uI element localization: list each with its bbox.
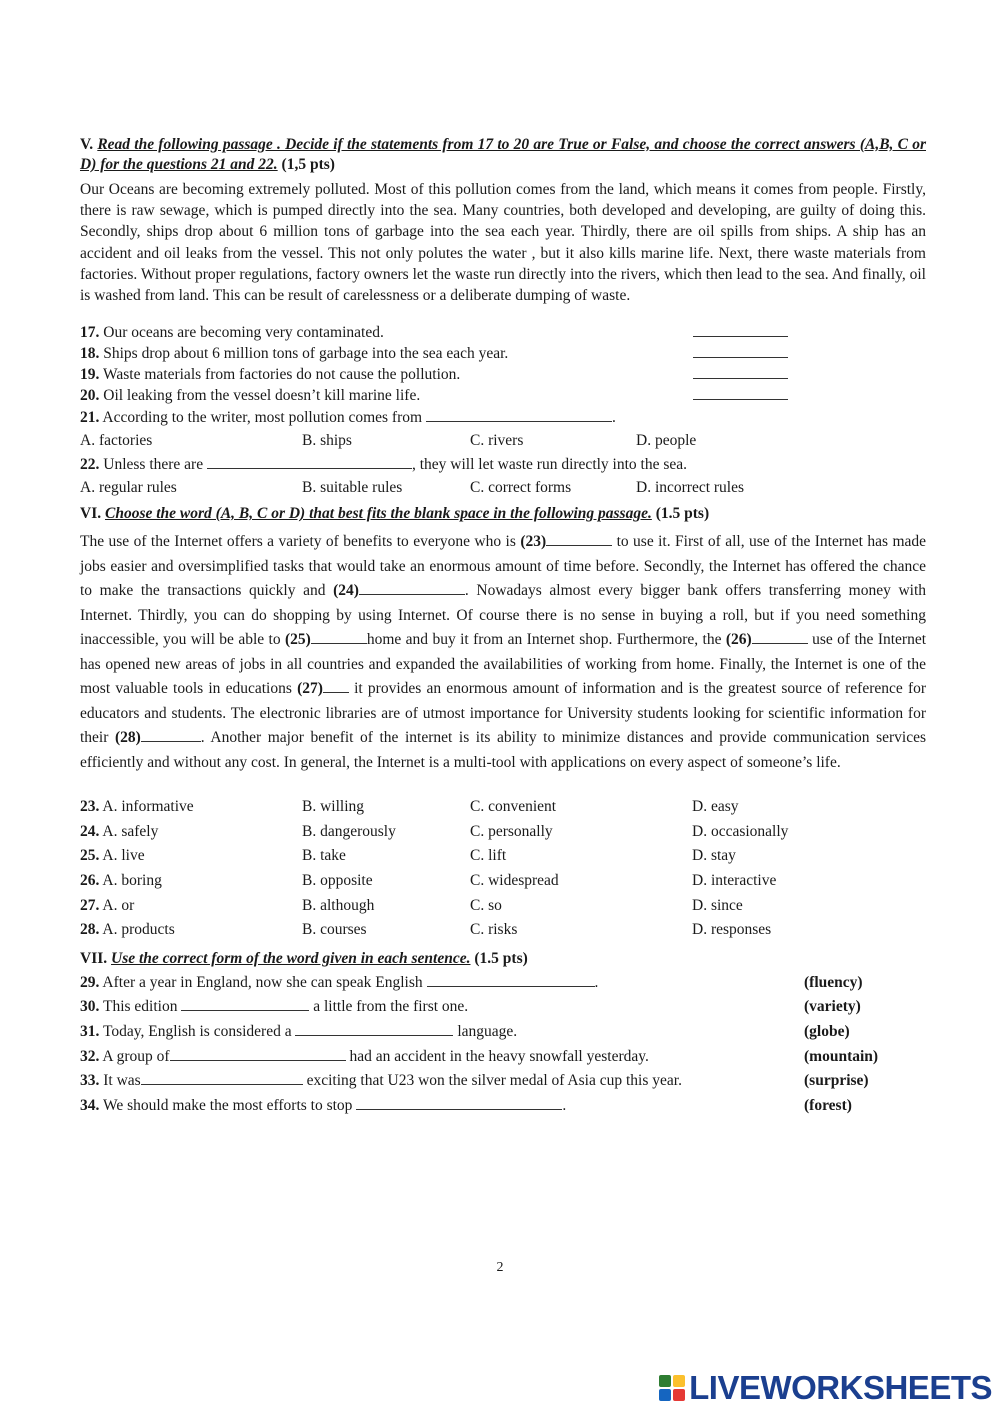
question-29: 29. After a year in England, now she can speak English . (fluency) — [80, 971, 926, 996]
answer-blank-34[interactable] — [356, 1096, 562, 1110]
page-number: 2 — [496, 1260, 504, 1275]
statement-20: 20. Oil leaking from the vessel doesn’t kill marine life. — [80, 385, 926, 406]
liveworksheets-logo — [659, 1369, 992, 1407]
word-form-list — [80, 971, 926, 1119]
hint-29: (fluency) — [804, 973, 863, 991]
question-21: 21. According to the writer, most pollution comes from . — [80, 409, 616, 427]
option-28-c[interactable]: C. risks — [470, 921, 518, 939]
section-6-points: (1.5 pts) — [655, 505, 710, 523]
answer-blank-18[interactable] — [693, 343, 788, 358]
hint-32: (mountain) — [804, 1047, 879, 1065]
statement-18: 18. Ships drop about 6 million tons of garbage into the sea each year. — [80, 343, 926, 364]
answer-blank-22[interactable] — [207, 455, 412, 469]
section-6-title: VI. Choose the word (A, B, C or D) that best fits the blank space in the following passage. (1.5 pts) — [80, 505, 710, 523]
question-30: 30. This edition a little from the first one. (variety) — [80, 995, 926, 1020]
liveworksheets-wordmark: LIVEWORKSHEETS — [689, 1369, 992, 1406]
option-22-c[interactable]: C. correct forms — [470, 479, 572, 497]
question-33: 33. It was exciting that U23 won the silver medal of Asia cup this year. (surprise) — [80, 1069, 926, 1094]
option-24-b[interactable]: B. dangerously — [302, 822, 396, 840]
hint-33: (surprise) — [804, 1072, 869, 1090]
statement-17: 17. Our oceans are becoming very contaminated. — [80, 322, 926, 343]
blank-27[interactable] — [323, 679, 349, 693]
answer-blank-32[interactable] — [170, 1047, 346, 1061]
option-24-a[interactable]: A. safely — [102, 822, 159, 840]
answer-blank-29[interactable] — [427, 973, 595, 987]
option-21-b[interactable]: B. ships — [302, 432, 352, 450]
question-32: 32. A group of had an accident in the heavy snowfall yesterday. (mountain) — [80, 1045, 926, 1070]
statement-19: 19. Waste materials from factories do not cause the pollution. — [80, 364, 926, 385]
section-7-title: VII. Use the correct form of the word given in each sentence. (1.5 pts) — [80, 949, 528, 967]
question-23-options: 23. A. informative B. willing C. convenient D. easy — [80, 795, 926, 820]
option-25-d[interactable]: D. stay — [692, 847, 736, 865]
question-22-options — [80, 476, 926, 500]
option-28-b[interactable]: B. courses — [302, 921, 367, 939]
question-31: 31. Today, English is considered a language. (globe) — [80, 1020, 926, 1045]
answer-blank-20[interactable] — [693, 385, 788, 400]
option-26-b[interactable]: B. opposite — [302, 872, 373, 889]
option-24-d[interactable]: D. occasionally — [692, 822, 789, 840]
option-23-d[interactable]: D. easy — [692, 798, 739, 816]
option-22-a[interactable]: A. regular rules — [80, 479, 177, 497]
answer-blank-33[interactable] — [141, 1071, 303, 1085]
hint-31: (globe) — [804, 1022, 850, 1040]
question-21-options — [80, 429, 926, 453]
answer-blank-21[interactable] — [426, 408, 612, 422]
option-23-b[interactable]: B. willing — [302, 798, 365, 816]
option-25-c[interactable]: C. lift — [470, 847, 507, 865]
section-5-title: V. Read the following passage . Decide if the statements from 17 to 20 are True or False, and choose the correct answers (A,B, C or D) for the questions 21 and 22. (1,5 pts) — [80, 136, 926, 173]
option-26-c[interactable]: C. widespread — [470, 872, 559, 889]
option-21-c[interactable]: C. rivers — [470, 432, 524, 450]
section-7-instruction: Use the correct form of the word given in each sentence. — [111, 949, 471, 967]
option-25-b[interactable]: B. take — [302, 847, 346, 865]
question-25-options: 25. A. live B. take C. lift D. stay — [80, 844, 926, 869]
question-24-options: 24. A. safely B. dangerously C. personally D. occasionally — [80, 820, 926, 845]
worksheet-page — [80, 135, 926, 1118]
answer-blank-17[interactable] — [693, 322, 788, 337]
option-27-a[interactable]: A. or — [102, 896, 135, 914]
liveworksheets-logo-icon — [659, 1375, 685, 1401]
answer-blank-19[interactable] — [693, 364, 788, 379]
hint-34: (forest) — [804, 1096, 852, 1114]
blank-28[interactable] — [141, 728, 201, 742]
section-6-options — [80, 795, 926, 943]
section-5-instruction: Read the following passage . Decide if the statements from 17 to 20 are True or False, and choose the correct answers (A,B, C or D) for the questions 21 and 22. — [80, 136, 926, 173]
option-27-b[interactable]: B. although — [302, 896, 375, 914]
option-23-c[interactable]: C. convenient — [470, 798, 557, 816]
question-28-options: 28. A. products B. courses C. risks D. responses — [80, 918, 926, 943]
section-5-passage: Our Oceans are becoming extremely polluted. Most of this pollution comes from the land, which means it comes from people. Firstly, there is raw sewage, which is pumped directly into the sea. Many countries, both developed and developing, are guilty of doing this. Secondly, ships drop about 6 million tons of garbage into the sea each year. Thirdly, there are oil spills from ships. A ship has an accident and oil leaks from the vessel. This not only polutes the water , but it also kills marine life. Next, there waste materials from factories. Without proper regulations, factory owners let the waste run directly into the rivers, which then lead to the sea. And finally, oil is washed from land. This can be result of carelessness or a deliberate dumping of waste. — [80, 181, 926, 305]
option-21-d[interactable]: D. people — [636, 432, 697, 450]
true-false-list — [80, 322, 926, 406]
hint-30: (variety) — [804, 998, 861, 1016]
option-23-a[interactable]: A. informative — [102, 798, 194, 816]
blank-25[interactable] — [311, 630, 367, 644]
option-27-c[interactable]: C. so — [470, 896, 502, 914]
option-21-a[interactable]: A. factories — [80, 432, 153, 450]
blank-24[interactable] — [359, 581, 465, 595]
option-22-d[interactable]: D. incorrect rules — [636, 479, 745, 497]
question-34: 34. We should make the most efforts to stop . (forest) — [80, 1094, 926, 1119]
option-22-b[interactable]: B. suitable rules — [302, 479, 403, 497]
option-28-d[interactable]: D. responses — [692, 921, 772, 939]
question-26-options: 26. A. boring B. opposite C. widespread D. interactive — [80, 869, 926, 894]
answer-blank-31[interactable] — [295, 1022, 453, 1036]
section-6-instruction: Choose the word (A, B, C or D) that best fits the blank space in the following passage. — [104, 505, 652, 523]
option-28-a[interactable]: A. products — [102, 921, 175, 939]
section-5-points: (1,5 pts) — [281, 156, 335, 173]
section-6-passage: The use of the Internet offers a variety of benefits to everyone who is (23) to use it. First of all, use of the Internet has made jobs easier and oversimplified tasks that would take an enormous amount of time before. Secondly, the Internet has offered the chance to make the transactions quickly and (24) . Nowadays almost every bigger bank offers transferring money with Internet. Thirdly, you can do shopping by using Internet. Of course there is no sense in buying a roll, but if you need something inaccessible, you will be able to (25) home and buy it from an Internet shop. Furthermore, the (26) use of the Internet has opened new areas of jobs in all countries and expanded the availabilities of working from home. Finally, the Internet is one of the most valuable tools in educations (27) it provides an enormous amount of information and is the greatest source of reference for educators and students. The electronic libraries are of utmost importance for University students looking for scientific information for their (28) . Another major benefit of the internet is its ability to minimize distances and provide communication services efficiently and without any cost. In general, the Internet is a multi-tool with applications on every aspect of someone’s life. — [80, 533, 927, 771]
blank-23[interactable] — [546, 532, 612, 546]
option-25-a[interactable]: A. live — [102, 847, 145, 865]
question-22: 22. Unless there are , they will let waste run directly into the sea. — [80, 456, 688, 474]
option-24-c[interactable]: C. personally — [470, 822, 553, 840]
option-26-d[interactable]: D. interactive — [692, 872, 777, 889]
answer-blank-30[interactable] — [181, 997, 309, 1011]
option-27-d[interactable]: D. since — [692, 896, 743, 914]
option-26-a[interactable]: A. boring — [102, 872, 162, 889]
section-7-points: (1.5 pts) — [474, 949, 528, 967]
blank-26[interactable] — [752, 630, 808, 644]
question-27-options: 27. A. or B. although C. so D. since — [80, 894, 926, 919]
